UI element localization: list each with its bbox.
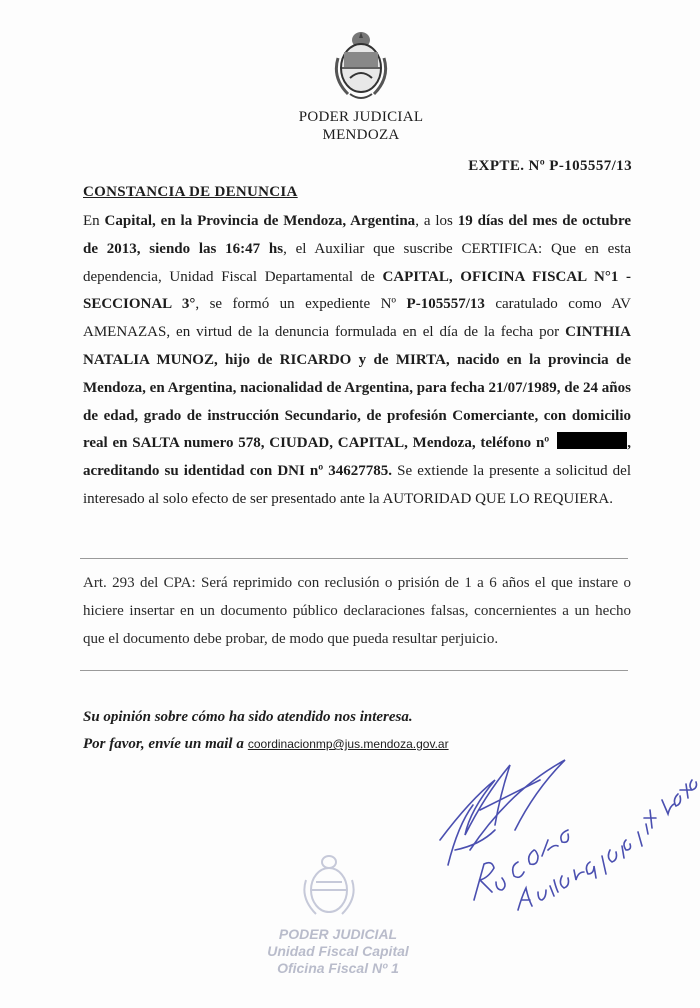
body-text-4: , se formó un expediente Nº — [195, 296, 407, 313]
stamp-line-3: Oficina Fiscal Nº 1 — [277, 960, 399, 976]
opinion-note: Su opinión sobre cómo ha sido atendido nos interesa. — [83, 709, 413, 725]
signature-icon — [430, 700, 700, 930]
body-text-3: , el Auxiliar que suscribe CERTIFICA: Que en esta dependencia, Unidad Fiscal Departamental de — [83, 240, 631, 285]
expediente-number: EXPTE. Nº P-105557/13 — [468, 158, 632, 174]
body-text-5: caratulado como AV AMENAZAS, en virtud de la denuncia formulada en el día de la fecha por — [83, 296, 631, 341]
stamp-crest-icon — [298, 852, 360, 924]
province-name: MENDOZA — [322, 127, 400, 143]
body-complainant: CINTHIA NATALIA MUNOZ, hijo de RICARDO y de MIRTA, nacido en la provincia de Mendoza, en Argentina, nacionalidad de Argentina, para fecha 21/07/1989, de 24 años de edad, grado de instrucción Secundario, de profesión Comerciante, con domicilio real en SALTA numero 578, CIUDAD, CAPITAL, Mendoza, teléfono nº — [83, 324, 631, 452]
certificate-body — [83, 208, 631, 514]
redacted-phone — [557, 432, 627, 449]
email-request — [83, 736, 449, 753]
body-id: , acreditando su identidad con DNI nº 34627785. — [83, 435, 631, 480]
stamp-line-2: Unidad Fiscal Capital — [267, 943, 409, 959]
institution-name: PODER JUDICIAL — [298, 109, 424, 125]
document-title: CONSTANCIA DE DENUNCIA — [83, 184, 298, 200]
body-closing: Se extiende la presente a solicitud del interesado al solo efecto de ser presentado ante la AUTORIDAD QUE LO REQUIERA. — [83, 463, 631, 507]
body-text-2: , a los — [415, 213, 458, 229]
body-office: CAPITAL, OFICINA FISCAL N°1 - SECCIONAL 3° — [83, 268, 631, 313]
body-date: 19 días del mes de octubre de 2013, siendo las 16:47 hs — [83, 213, 631, 257]
legal-article: Art. 293 del CPA: Será reprimido con reclusión o prisión de 1 a 6 años el que instare o hiciere insertar en un documento público declaraciones falsas, concernientes a un hecho que el documento debe probar, de modo que pueda resultar perjuicio. — [83, 575, 631, 647]
email-request-text: Por favor, envíe un mail a — [83, 736, 244, 752]
stamp-line-1: PODER JUDICIAL — [278, 926, 398, 942]
divider-top — [80, 558, 628, 559]
body-text-1: En — [83, 213, 105, 229]
body-place: Capital, en la Provincia de Mendoza, Argentina — [104, 213, 416, 229]
coat-of-arms-icon — [330, 28, 392, 104]
body-file-number: P-105557/13 — [406, 296, 485, 313]
divider-bottom — [80, 670, 628, 671]
contact-email-link[interactable]: coordinacionmp@jus.mendoza.gov.ar — [247, 737, 449, 751]
